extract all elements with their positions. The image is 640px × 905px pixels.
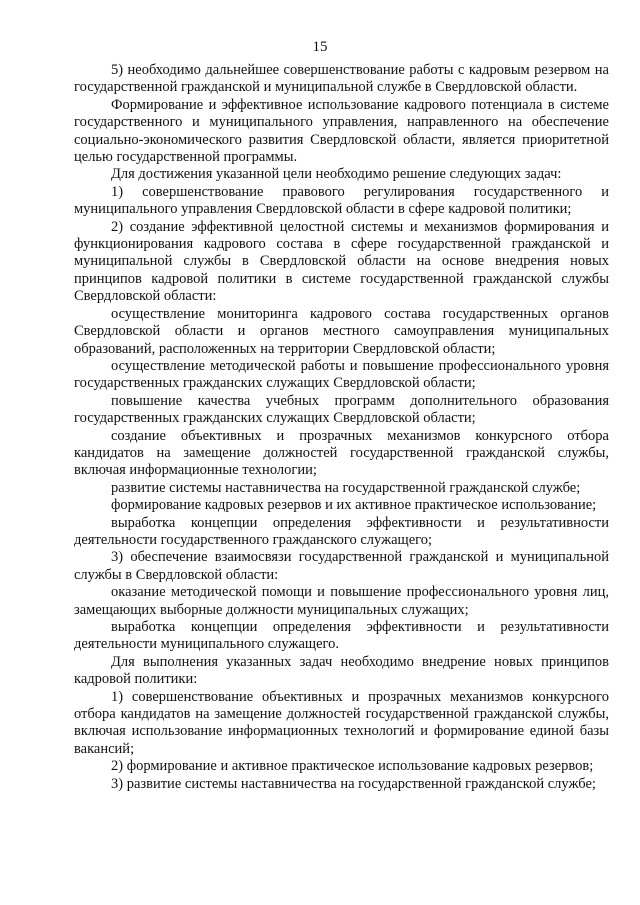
paragraph: 3) развитие системы наставничества на государственной гражданской службе; [111,775,596,792]
paragraph: выработка концепции определения эффективности и результативности деятельности государственного гражданского служащего; [74,514,609,548]
paragraph: Формирование и эффективное использование кадрового потенциала в системе государственного и муниципального управления, направленного на обеспечение социально-экономического развития Свердловской области, является приоритетной целью государственной программы. [74,96,609,166]
paragraph: осуществление мониторинга кадрового состава государственных органов Свердловской области и органов местного самоуправления муниципальных образований, расположенных на территории Свердловской области; [74,305,609,357]
paragraph: Для выполнения указанных задач необходимо внедрение новых принципов кадровой политики: [74,653,609,688]
paragraph: 2) формирование и активное практическое использование кадровых резервов; [111,758,594,775]
paragraph: 3) обеспечение взаимосвязи государственной гражданской и муниципальной службы в Свердловской области: [74,549,609,583]
page-number: 15 [312,39,328,55]
document-body [74,62,609,793]
paragraph: формирование кадровых резервов и их активное практическое использование; [111,497,597,514]
paragraph: 5) необходимо дальнейшее совершенствование работы с кадровым резервом на государственной гражданской и муниципальной службе в Свердловской области. [74,62,609,96]
paragraph: повышение качества учебных программ дополнительного образования государственных гражданских служащих Свердловской области; [74,392,609,427]
paragraph: развитие системы наставничества на государственной гражданской службе; [111,479,581,496]
paragraph: Для достижения указанной цели необходимо решение следующих задач: [111,166,562,183]
paragraph: 1) совершенствование объективных и прозрачных механизмов конкурсного отбора кандидатов на замещение должностей государственной гражданской службы, включая использование информационных технологий и формирование единой базы вакансий; [74,688,609,757]
paragraph: 2) создание эффективной целостной системы и механизмов формирования и функционирования кадрового состава в сфере государственной гражданской и муниципальной службы в Свердловской области на основе внедрения новых принципов кадровой политики в системе государственной гражданской службы Свердловской области: [74,218,609,305]
paragraph: осуществление методической работы и повышение профессионального уровня государственных гражданских служащих Свердловской области; [74,357,609,392]
paragraph: выработка концепции определения эффективности и результативности деятельности муниципального служащего. [74,619,609,653]
paragraph: оказание методической помощи и повышение профессионального уровня лиц, замещающих выборные должности муниципальных служащих; [74,584,609,618]
paragraph: 1) совершенствование правового регулирования государственного и муниципального управления Свердловской области в сфере кадровой политики; [74,183,609,218]
paragraph: создание объективных и прозрачных механизмов конкурсного отбора кандидатов на замещение должностей государственной гражданской службы, включая информационные технологии; [74,427,609,479]
